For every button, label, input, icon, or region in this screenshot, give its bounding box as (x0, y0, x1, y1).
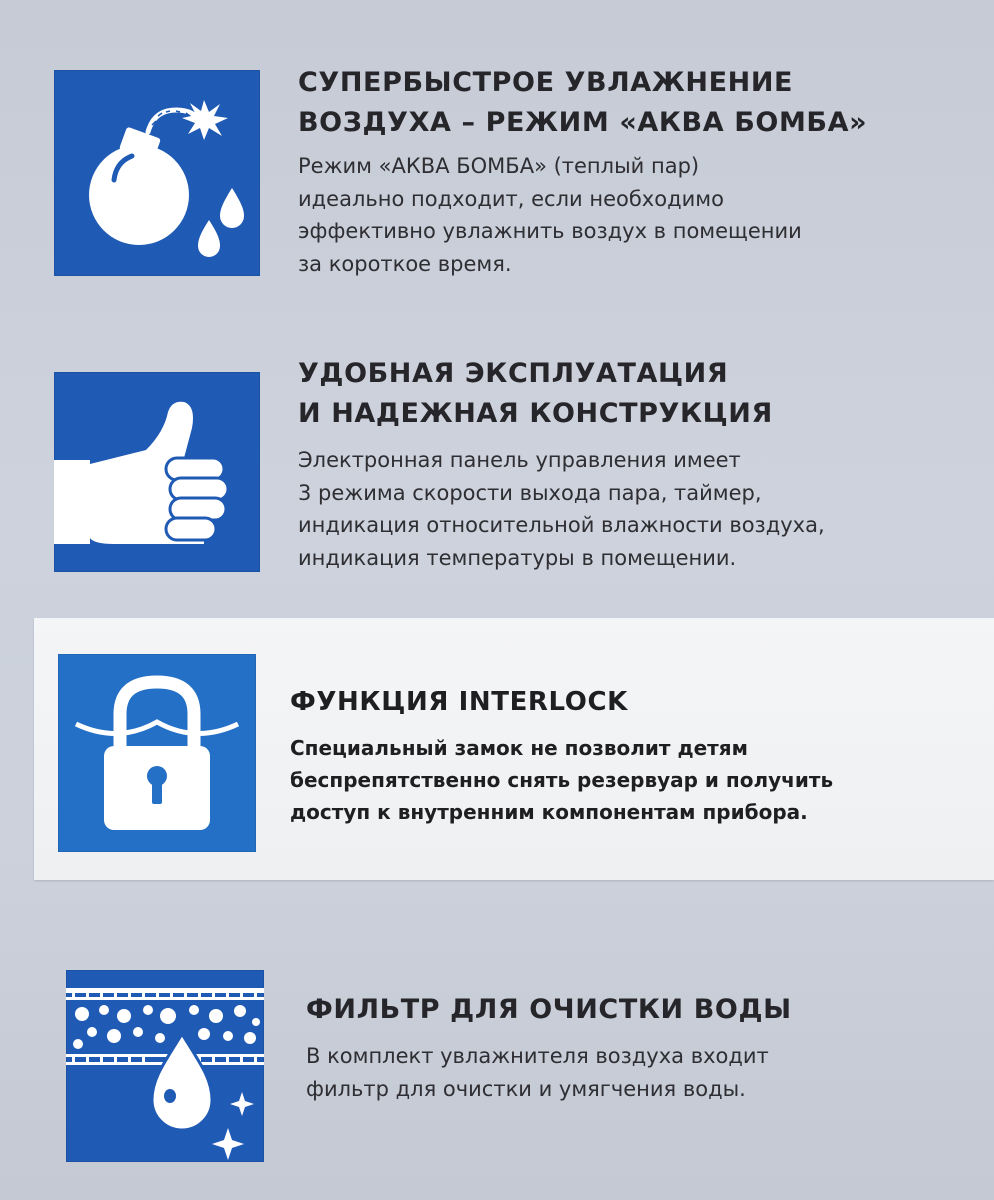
thumbs-up-icon (54, 372, 260, 572)
bomb-icon (54, 70, 260, 276)
feature-title: УДОБНАЯ ЭКСПЛУАТАЦИЯ И НАДЕЖНАЯ КОНСТРУКЦИЯ (298, 358, 773, 429)
padlock-icon (58, 654, 256, 852)
feature-title: ФИЛЬТР ДЛЯ ОЧИСТКИ ВОДЫ (306, 994, 792, 1025)
feature-description: Электронная панель управления имеет 3 режима скорости выхода пара, таймер, индикация относительной влажности воздуха, индикация температуры в помещении. (298, 448, 825, 570)
feature-title: ФУНКЦИЯ INTERLOCK (290, 687, 628, 717)
feature-title: СУПЕРБЫСТРОЕ УВЛАЖНЕНИЕ ВОЗДУХА – РЕЖИМ «АКВА БОМБА» (298, 67, 868, 138)
feature-description: В комплект увлажнителя воздуха входит фильтр для очистки и умягчения воды. (306, 1044, 769, 1101)
water-filter-icon (66, 970, 264, 1162)
feature-description: Режим «АКВА БОМБА» (теплый пар) идеально подходит, если необходимо эффективно увлажнить воздух в помещении за короткое время. (298, 154, 802, 276)
feature-description: Специальный замок не позволит детям беспрепятственно снять резервуар и получить доступ к внутренним компонентам прибора. (290, 736, 834, 824)
